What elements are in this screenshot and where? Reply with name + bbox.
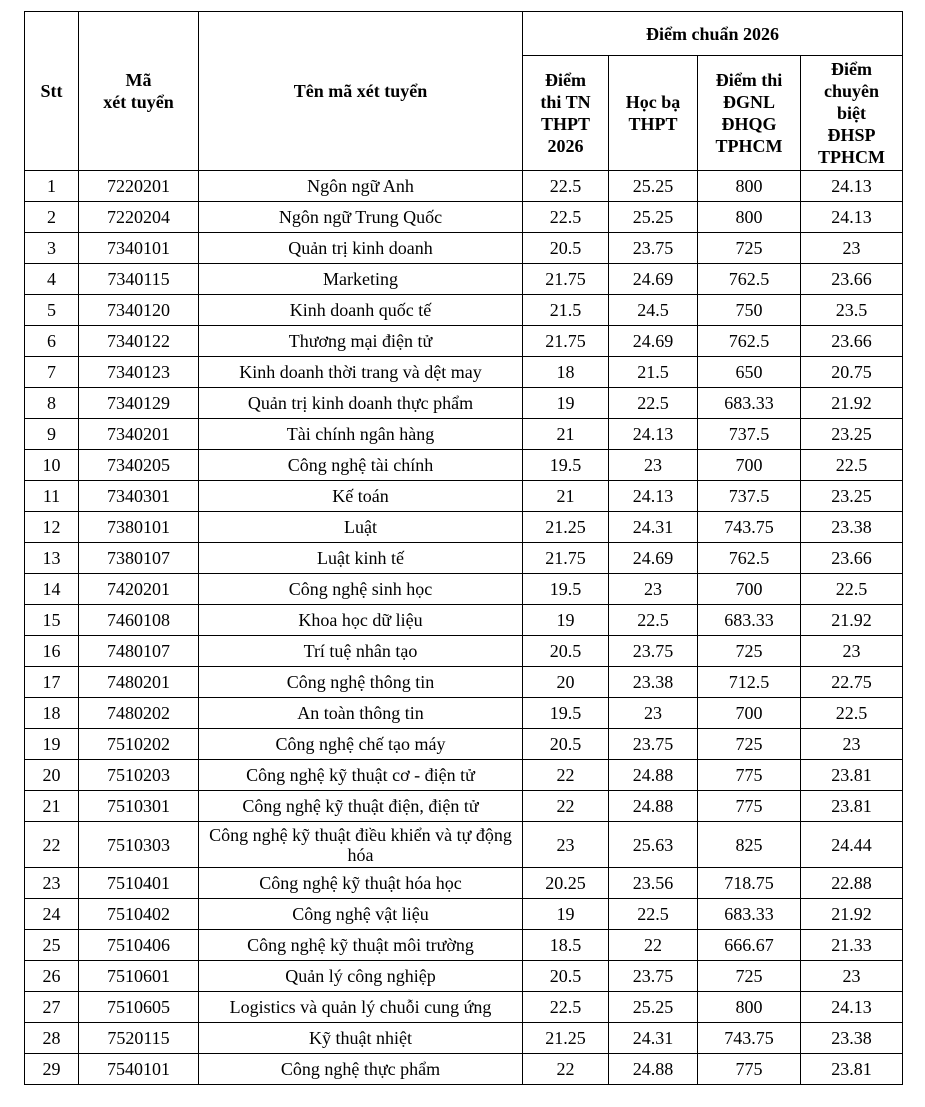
cell-ten: Luật [199,512,523,543]
cell-hoc-ba: 23.75 [609,636,698,667]
cell-dgnl: 725 [698,636,801,667]
header-diem-chuan-group: Điểm chuẩn 2026 [523,12,903,56]
cell-ten: Khoa học dữ liệu [199,605,523,636]
cell-stt: 8 [25,388,79,419]
table-row [25,822,903,868]
table-row [25,481,903,512]
cell-stt: 20 [25,760,79,791]
cell-ten: Công nghệ tài chính [199,450,523,481]
cell-dgnl: 725 [698,729,801,760]
cell-ma-xet-tuyen: 7510401 [79,868,199,899]
cell-diem-tn: 22 [523,791,609,822]
cell-chuyen-biet: 24.13 [801,992,903,1023]
cell-diem-tn: 21 [523,481,609,512]
cell-chuyen-biet: 23 [801,233,903,264]
table-row [25,729,903,760]
cell-ten: Kế toán [199,481,523,512]
header-line: chuyên [824,81,880,101]
cell-ten: Công nghệ kỹ thuật điện, điện tử [199,791,523,822]
cell-dgnl: 762.5 [698,326,801,357]
cell-hoc-ba: 25.25 [609,992,698,1023]
cell-ma-xet-tuyen: 7340201 [79,419,199,450]
cell-stt: 5 [25,295,79,326]
cell-chuyen-biet: 21.92 [801,388,903,419]
cell-chuyen-biet: 21.92 [801,899,903,930]
cell-ten: Công nghệ thông tin [199,667,523,698]
cell-stt: 23 [25,868,79,899]
cell-stt: 6 [25,326,79,357]
cell-hoc-ba: 23.56 [609,868,698,899]
header-ten-ma-xet-tuyen: Tên mã xét tuyển [199,12,523,171]
cell-stt: 17 [25,667,79,698]
cell-diem-tn: 22 [523,760,609,791]
cell-stt: 26 [25,961,79,992]
header-line: thi TN [540,92,591,112]
header-row-top [25,12,903,56]
table-row [25,357,903,388]
cell-chuyen-biet: 20.75 [801,357,903,388]
cell-dgnl: 775 [698,760,801,791]
cell-hoc-ba: 24.69 [609,543,698,574]
cell-dgnl: 650 [698,357,801,388]
cell-dgnl: 737.5 [698,481,801,512]
cell-ma-xet-tuyen: 7520115 [79,1023,199,1054]
header-line: ĐGNL [722,92,775,112]
cell-hoc-ba: 22.5 [609,899,698,930]
cell-chuyen-biet: 21.33 [801,930,903,961]
table-row [25,419,903,450]
cell-ten: Tài chính ngân hàng [199,419,523,450]
cell-ma-xet-tuyen: 7220204 [79,202,199,233]
cell-diem-tn: 19 [523,899,609,930]
cell-chuyen-biet: 23.66 [801,543,903,574]
cell-ma-xet-tuyen: 7420201 [79,574,199,605]
cell-hoc-ba: 21.5 [609,357,698,388]
cell-diem-tn: 18 [523,357,609,388]
table-row [25,450,903,481]
header-line: THPT [540,114,590,134]
cell-ma-xet-tuyen: 7340205 [79,450,199,481]
cell-hoc-ba: 24.69 [609,326,698,357]
cell-ma-xet-tuyen: 7480201 [79,667,199,698]
cell-diem-tn: 22 [523,1054,609,1085]
cell-ten: Thương mại điện tử [199,326,523,357]
table-body [25,171,903,1085]
cell-stt: 18 [25,698,79,729]
cell-dgnl: 762.5 [698,543,801,574]
cell-stt: 10 [25,450,79,481]
cell-diem-tn: 21.75 [523,326,609,357]
cell-diem-tn: 22.5 [523,202,609,233]
cell-diem-tn: 20 [523,667,609,698]
table-row [25,233,903,264]
cell-dgnl: 725 [698,233,801,264]
header-line: Điểm [545,70,586,90]
cell-dgnl: 750 [698,295,801,326]
cell-hoc-ba: 24.31 [609,512,698,543]
cell-diem-tn: 19.5 [523,450,609,481]
cell-ma-xet-tuyen: 7340122 [79,326,199,357]
table-row [25,264,903,295]
table-row [25,791,903,822]
cell-hoc-ba: 25.63 [609,822,698,868]
cell-ten: Công nghệ kỹ thuật điều khiển và tự động hóa [199,822,523,868]
header-dgnl [698,56,801,171]
cell-diem-tn: 19 [523,605,609,636]
cell-diem-tn: 20.5 [523,729,609,760]
cell-ten: Luật kinh tế [199,543,523,574]
header-line: 2026 [547,136,584,156]
cell-dgnl: 666.67 [698,930,801,961]
cell-ten: Quản lý công nghiệp [199,961,523,992]
cell-dgnl: 712.5 [698,667,801,698]
cell-ma-xet-tuyen: 7510601 [79,961,199,992]
cell-dgnl: 683.33 [698,899,801,930]
cell-diem-tn: 21 [523,419,609,450]
cell-ten: Trí tuệ nhân tạo [199,636,523,667]
cell-ten: Kinh doanh thời trang và dệt may [199,357,523,388]
cell-ma-xet-tuyen: 7510605 [79,992,199,1023]
cell-dgnl: 737.5 [698,419,801,450]
cell-hoc-ba: 23.75 [609,961,698,992]
cell-hoc-ba: 25.25 [609,202,698,233]
cell-hoc-ba: 24.88 [609,760,698,791]
cell-ten: Công nghệ kỹ thuật cơ - điện tử [199,760,523,791]
header-line: THPT [628,114,678,134]
cell-ma-xet-tuyen: 7480202 [79,698,199,729]
table-row [25,636,903,667]
cell-diem-tn: 22.5 [523,992,609,1023]
table-row [25,1054,903,1085]
cell-ma-xet-tuyen: 7510303 [79,822,199,868]
cell-chuyen-biet: 22.75 [801,667,903,698]
cell-stt: 22 [25,822,79,868]
cell-ten: Công nghệ kỹ thuật hóa học [199,868,523,899]
cell-stt: 11 [25,481,79,512]
cell-ten: Logistics và quản lý chuỗi cung ứng [199,992,523,1023]
cell-diem-tn: 21.75 [523,543,609,574]
cell-chuyen-biet: 22.5 [801,574,903,605]
table-row [25,760,903,791]
cell-dgnl: 743.75 [698,512,801,543]
cell-dgnl: 718.75 [698,868,801,899]
table-row [25,388,903,419]
cell-chuyen-biet: 24.44 [801,822,903,868]
cell-ma-xet-tuyen: 7340301 [79,481,199,512]
header-ma-xet-tuyen [79,12,199,171]
cell-hoc-ba: 23 [609,574,698,605]
header-line: Điểm thi [715,70,783,90]
cell-diem-tn: 21.25 [523,512,609,543]
cell-ten: Công nghệ thực phẩm [199,1054,523,1085]
header-line: Học bạ [625,92,681,112]
cell-chuyen-biet: 23.81 [801,760,903,791]
cell-ten: Kinh doanh quốc tế [199,295,523,326]
cell-dgnl: 700 [698,450,801,481]
cell-diem-tn: 20.25 [523,868,609,899]
table-row [25,574,903,605]
cell-hoc-ba: 23 [609,450,698,481]
cell-dgnl: 725 [698,961,801,992]
table-row [25,1023,903,1054]
cell-ma-xet-tuyen: 7380107 [79,543,199,574]
cell-diem-tn: 23 [523,822,609,868]
cell-stt: 1 [25,171,79,202]
cell-stt: 16 [25,636,79,667]
cell-ma-xet-tuyen: 7510406 [79,930,199,961]
cell-ten: Quản trị kinh doanh [199,233,523,264]
cell-hoc-ba: 23.75 [609,729,698,760]
cell-stt: 24 [25,899,79,930]
cell-ma-xet-tuyen: 7220201 [79,171,199,202]
cell-dgnl: 762.5 [698,264,801,295]
cell-stt: 13 [25,543,79,574]
table-row [25,326,903,357]
cell-chuyen-biet: 23.38 [801,1023,903,1054]
cell-dgnl: 775 [698,1054,801,1085]
cell-stt: 27 [25,992,79,1023]
cell-stt: 15 [25,605,79,636]
cell-chuyen-biet: 21.92 [801,605,903,636]
cell-diem-tn: 20.5 [523,636,609,667]
cell-stt: 2 [25,202,79,233]
cell-dgnl: 700 [698,698,801,729]
cell-ten: Công nghệ chế tạo máy [199,729,523,760]
cell-stt: 3 [25,233,79,264]
cell-ten: Công nghệ vật liệu [199,899,523,930]
table-row [25,295,903,326]
cell-ma-xet-tuyen: 7540101 [79,1054,199,1085]
cell-ma-xet-tuyen: 7510203 [79,760,199,791]
header-ma-line: Mã [125,70,152,90]
header-line: Điểm [831,59,872,79]
cell-ten: Công nghệ sinh học [199,574,523,605]
cell-ma-xet-tuyen: 7340115 [79,264,199,295]
cell-chuyen-biet: 23 [801,636,903,667]
header-line: TPHCM [818,147,885,167]
cell-ma-xet-tuyen: 7340123 [79,357,199,388]
table-row [25,961,903,992]
score-table [24,11,903,1085]
cell-ma-xet-tuyen: 7340129 [79,388,199,419]
cell-hoc-ba: 23.75 [609,233,698,264]
header-stt: Stt [25,12,79,171]
cell-ten: Quản trị kinh doanh thực phẩm [199,388,523,419]
table-row [25,698,903,729]
header-line: ĐHSP [827,125,876,145]
cell-dgnl: 775 [698,791,801,822]
cell-chuyen-biet: 24.13 [801,171,903,202]
cell-diem-tn: 21.75 [523,264,609,295]
cell-diem-tn: 22.5 [523,171,609,202]
cell-chuyen-biet: 23.25 [801,481,903,512]
cell-dgnl: 800 [698,202,801,233]
cell-hoc-ba: 24.5 [609,295,698,326]
cell-chuyen-biet: 23 [801,729,903,760]
header-line: ĐHQG [721,114,777,134]
cell-ma-xet-tuyen: 7510301 [79,791,199,822]
cell-dgnl: 800 [698,171,801,202]
cell-ma-xet-tuyen: 7340120 [79,295,199,326]
cell-chuyen-biet: 22.88 [801,868,903,899]
cell-ma-xet-tuyen: 7510202 [79,729,199,760]
cell-ten: Công nghệ kỹ thuật môi trường [199,930,523,961]
cell-diem-tn: 19 [523,388,609,419]
cell-hoc-ba: 24.88 [609,791,698,822]
cell-dgnl: 683.33 [698,605,801,636]
cell-stt: 14 [25,574,79,605]
cell-hoc-ba: 24.69 [609,264,698,295]
cell-diem-tn: 19.5 [523,574,609,605]
cell-hoc-ba: 23.38 [609,667,698,698]
cell-ma-xet-tuyen: 7480107 [79,636,199,667]
header-line: biệt [837,103,866,123]
cell-stt: 4 [25,264,79,295]
cell-chuyen-biet: 23.81 [801,1054,903,1085]
cell-stt: 21 [25,791,79,822]
header-diem-thi-tn [523,56,609,171]
table-row [25,202,903,233]
cell-chuyen-biet: 23.81 [801,791,903,822]
cell-ten: Ngôn ngữ Trung Quốc [199,202,523,233]
cell-chuyen-biet: 23 [801,961,903,992]
cell-diem-tn: 21.25 [523,1023,609,1054]
cell-stt: 9 [25,419,79,450]
cell-dgnl: 700 [698,574,801,605]
cell-ten: Marketing [199,264,523,295]
table-row [25,667,903,698]
table-row [25,992,903,1023]
table-row [25,868,903,899]
table-row [25,171,903,202]
cell-dgnl: 800 [698,992,801,1023]
cell-ten: An toàn thông tin [199,698,523,729]
cell-ma-xet-tuyen: 7340101 [79,233,199,264]
table-row [25,543,903,574]
header-chuyen-biet [801,56,903,171]
cell-ten: Kỹ thuật nhiệt [199,1023,523,1054]
cell-chuyen-biet: 24.13 [801,202,903,233]
cell-ma-xet-tuyen: 7380101 [79,512,199,543]
cell-hoc-ba: 24.88 [609,1054,698,1085]
header-ma-line: xét tuyển [103,92,174,112]
table-row [25,605,903,636]
cell-hoc-ba: 22.5 [609,605,698,636]
cell-diem-tn: 20.5 [523,961,609,992]
cell-diem-tn: 21.5 [523,295,609,326]
cell-chuyen-biet: 23.38 [801,512,903,543]
cell-stt: 19 [25,729,79,760]
cell-hoc-ba: 24.13 [609,481,698,512]
cell-dgnl: 825 [698,822,801,868]
cell-hoc-ba: 22 [609,930,698,961]
cell-chuyen-biet: 23.5 [801,295,903,326]
header-hoc-ba [609,56,698,171]
cell-hoc-ba: 25.25 [609,171,698,202]
cell-chuyen-biet: 23.66 [801,326,903,357]
cell-chuyen-biet: 22.5 [801,698,903,729]
table-row [25,899,903,930]
cell-hoc-ba: 23 [609,698,698,729]
header-line: TPHCM [715,136,783,156]
cell-chuyen-biet: 22.5 [801,450,903,481]
cell-dgnl: 743.75 [698,1023,801,1054]
cell-hoc-ba: 24.13 [609,419,698,450]
cell-stt: 29 [25,1054,79,1085]
cell-diem-tn: 19.5 [523,698,609,729]
cell-chuyen-biet: 23.66 [801,264,903,295]
cell-stt: 25 [25,930,79,961]
cell-diem-tn: 18.5 [523,930,609,961]
cell-dgnl: 683.33 [698,388,801,419]
cell-hoc-ba: 22.5 [609,388,698,419]
cell-stt: 7 [25,357,79,388]
cell-diem-tn: 20.5 [523,233,609,264]
table-row [25,930,903,961]
cell-hoc-ba: 24.31 [609,1023,698,1054]
cell-ten: Ngôn ngữ Anh [199,171,523,202]
cell-ma-xet-tuyen: 7460108 [79,605,199,636]
cell-stt: 28 [25,1023,79,1054]
cell-chuyen-biet: 23.25 [801,419,903,450]
cell-ma-xet-tuyen: 7510402 [79,899,199,930]
table-row [25,512,903,543]
cell-stt: 12 [25,512,79,543]
